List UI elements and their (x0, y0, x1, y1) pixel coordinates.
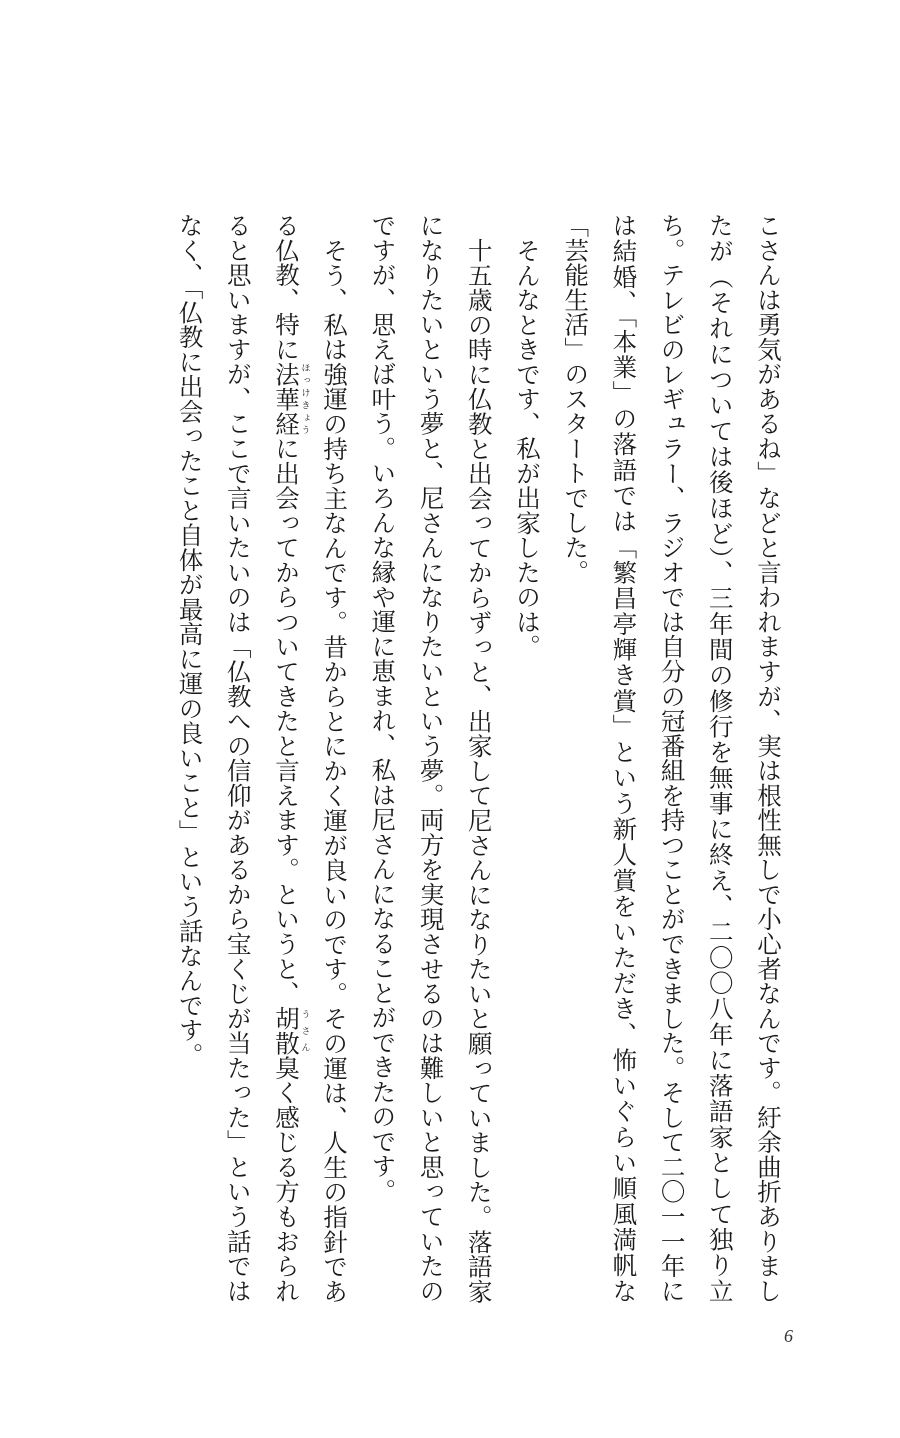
furigana: うさん (299, 1005, 310, 1056)
paragraph (165, 213, 358, 1303)
paragraph: 十五歳の時に仏教と出会ってからずっと、出家して尼さんになりたいと願っていました。落語家になりたいという夢と、尼さんになりたいという夢。両方を実現させるのは難しいと思っていたのですが、思えば叶う。いろんな縁や運に恵まれ、私は尼さんになることができたのです。 (368, 213, 494, 1303)
paragraph: そんなときです、私が出家したのは。 (512, 237, 542, 659)
ruby-word: 法華経ほっけきょう (271, 361, 310, 436)
ruby-word: 胡散うさん (271, 1005, 310, 1056)
furigana: ほっけきょう (299, 361, 310, 436)
paragraph: こさんは勇気があるね」などと言われますが、実は根性無しで小心者なんです。紆余曲折ありましたが（それについては後ほど）、三年間の修行を無事に終え、二〇〇八年に落語家として独り立ち。テレビのレギュラー、ラジオでは自分の冠番組を持つことができました。そして二〇一一年には結婚、「本業」の落語では「繁昌亭輝き賞」という新人賞をいただき、怖いぐらい順風満帆な「芸能生活」のスタートでした。 (561, 213, 783, 1303)
text-segment: 臭く感じる方もおられると思いますが、ここで言いたいのは「仏教への信仰があるから宝くじが当たった」という話ではなく、「仏教に出会ったこと自体が最高に運の良いこと」という話なんです。 (175, 213, 301, 1304)
page-number: 6 (784, 1326, 793, 1346)
body-text (165, 213, 792, 1303)
text-segment: に出会ってからついてきたと言えます。というと、 (271, 435, 301, 1006)
text-segment: そう、私は強運の持ち主なんです。昔からとにかく運が良いのです。その運は、人生の指針である仏教、特に (271, 213, 350, 1304)
